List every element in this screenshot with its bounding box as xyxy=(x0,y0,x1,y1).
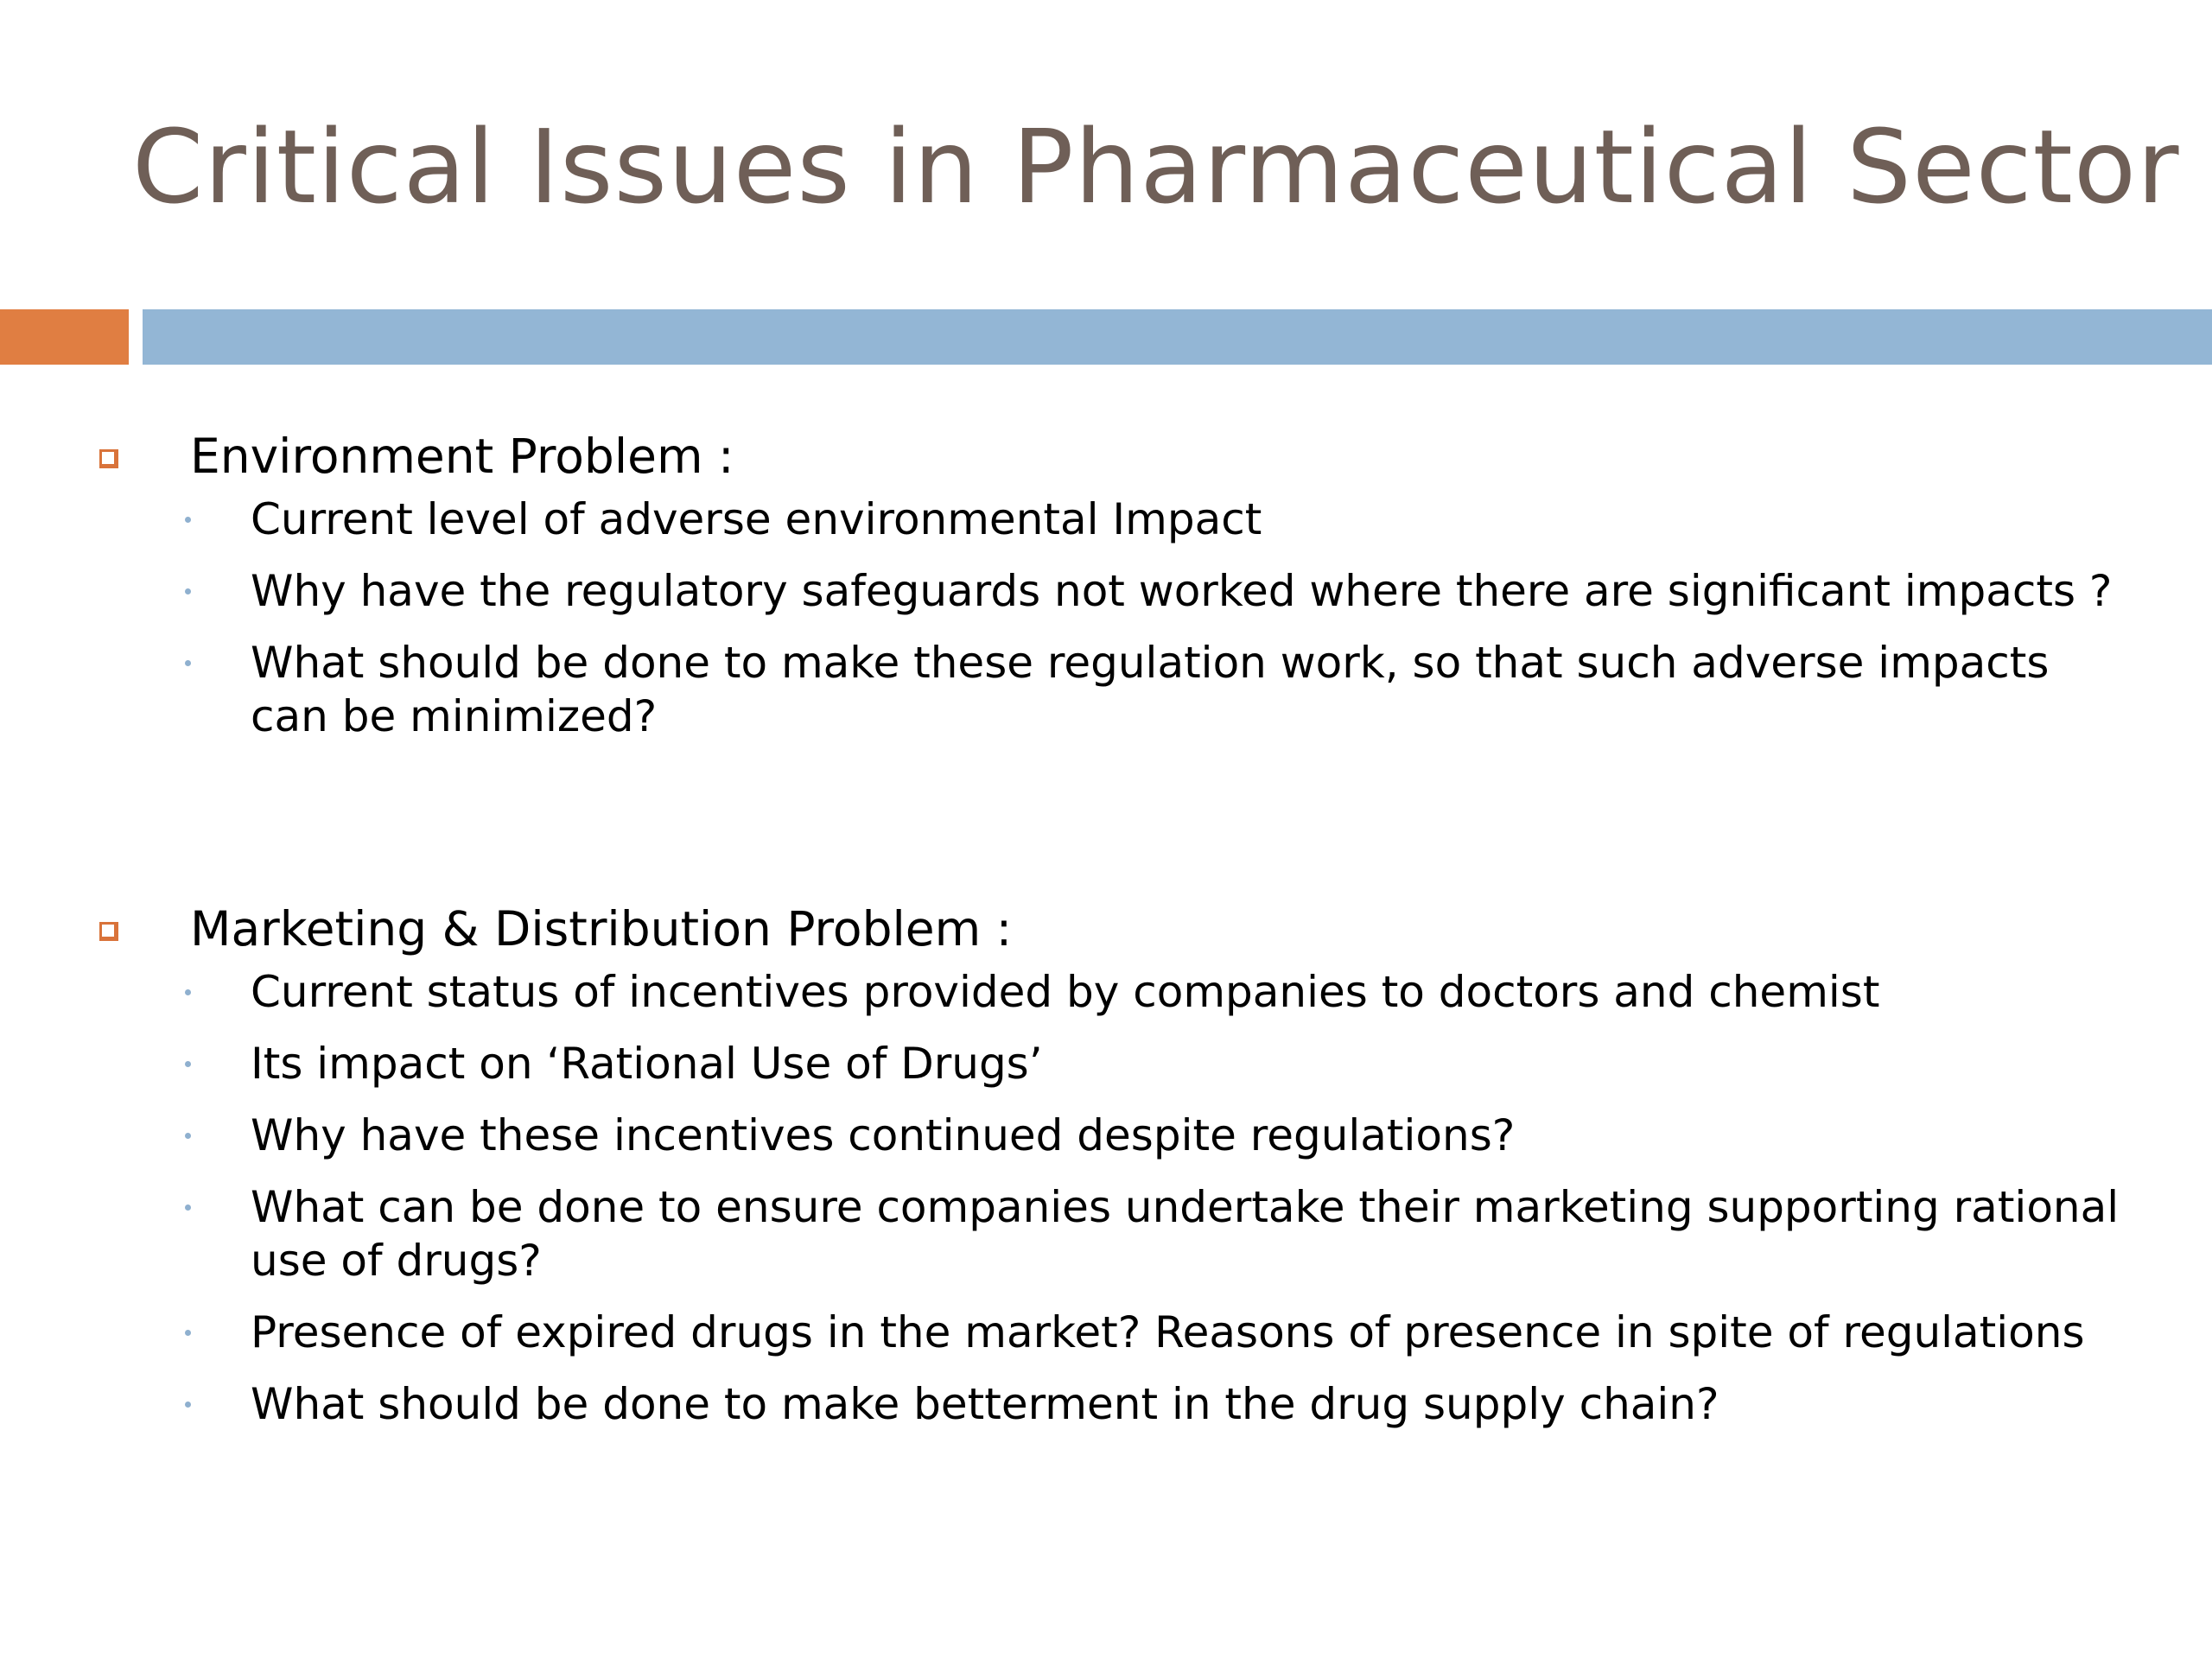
list-item xyxy=(0,1306,2212,1359)
list-item xyxy=(0,1037,2212,1090)
square-bullet-icon xyxy=(99,449,118,468)
dot-bullet-icon xyxy=(185,660,191,666)
section-heading-row xyxy=(0,894,2212,963)
bullet-list xyxy=(0,493,2212,743)
dot-bullet-icon xyxy=(185,1205,191,1211)
slide-title: Critical Issues in Pharmaceutical Sector xyxy=(132,107,2180,226)
list-item xyxy=(0,1180,2212,1287)
dot-bullet-icon xyxy=(185,517,191,523)
dot-bullet-icon xyxy=(185,1061,191,1067)
section-heading: Marketing & Distribution Problem : xyxy=(190,901,1013,957)
dot-bullet-icon xyxy=(185,1402,191,1408)
bullet-list xyxy=(0,965,2212,1431)
dot-bullet-icon xyxy=(185,1330,191,1336)
list-item xyxy=(0,1377,2212,1431)
section-heading-row xyxy=(0,422,2212,491)
dot-bullet-icon xyxy=(185,989,191,995)
section-heading: Environment Problem : xyxy=(190,429,734,484)
list-item-text: What can be done to ensure companies undertake their marketing supporting rational use of drugs? xyxy=(251,1182,2120,1286)
list-item xyxy=(0,636,2212,743)
list-item xyxy=(0,1109,2212,1162)
section-marketing-distribution xyxy=(0,894,2212,1431)
list-item xyxy=(0,493,2212,546)
list-item-text: What should be done to make these regulation work, so that such adverse impacts can be minimized? xyxy=(251,638,2050,741)
list-item-text: Current level of adverse environmental Impact xyxy=(251,494,1262,544)
section-environment xyxy=(0,422,2212,743)
list-item xyxy=(0,564,2212,618)
list-item-text: What should be done to make betterment in the drug supply chain? xyxy=(251,1379,1719,1429)
list-item xyxy=(0,965,2212,1019)
list-item-text: Presence of expired drugs in the market? Reasons of presence in spite of regulations xyxy=(251,1307,2085,1357)
list-item-text: Why have these incentives continued despite regulations? xyxy=(251,1110,1516,1160)
list-item-text: Its impact on ‘Rational Use of Drugs’ xyxy=(251,1039,1043,1089)
dot-bullet-icon xyxy=(185,588,191,594)
square-bullet-icon xyxy=(99,922,118,941)
list-item-text: Current status of incentives provided by companies to doctors and chemist xyxy=(251,967,1880,1017)
dot-bullet-icon xyxy=(185,1133,191,1139)
list-item-text: Why have the regulatory safeguards not worked where there are significant impacts ? xyxy=(251,566,2113,616)
